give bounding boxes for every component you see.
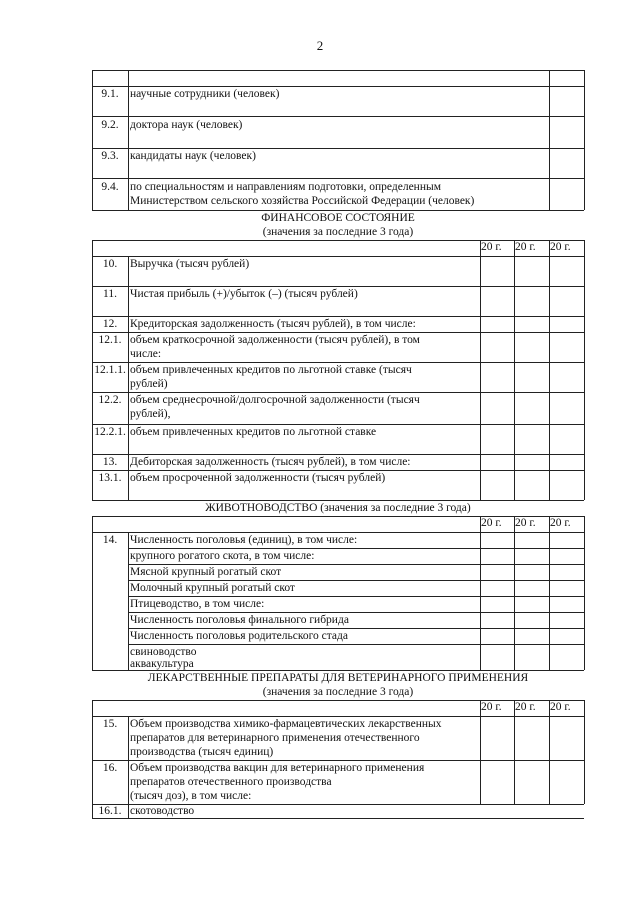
row-label: (тысяч доз), в том числе: (130, 790, 252, 802)
row-number: 9.1. (101, 88, 119, 100)
year-header: 20 г. (550, 701, 571, 713)
row-label: рублей) (130, 378, 168, 390)
year-header: 20 г. (550, 517, 571, 529)
year-header: 20 г. (481, 701, 502, 713)
row-number: 12.2. (98, 394, 122, 406)
row-label: объем среднесрочной/долгосрочной задолженности (тысяч (130, 394, 420, 406)
row-label: объем привлеченных кредитов по льготной ставке (тысяч (130, 364, 412, 376)
row-number: 13. (102, 456, 118, 468)
section-title: ЛЕКАРСТВЕННЫЕ ПРЕПАРАТЫ ДЛЯ ВЕТЕРИНАРНОГО ПРИМЕНЕНИЯ (147, 672, 529, 684)
row-number: 11. (103, 288, 117, 300)
row-number: 12.1. (98, 334, 122, 346)
row-label: Мясной крупный рогатый скот (130, 566, 282, 578)
row-label: объем просроченной задолженности (тысяч рублей) (130, 472, 386, 484)
page-number: 2 (316, 38, 324, 53)
row-label: научные сотрудники (человек) (130, 88, 280, 100)
row-number: 9.4. (101, 181, 119, 193)
row-label: Объем производства вакцин для ветеринарного применения (130, 762, 425, 774)
row-label: скотоводство (130, 805, 195, 817)
row-number: 12. (102, 318, 118, 330)
row-number: 14. (102, 534, 118, 546)
row-label: Дебиторская задолженность (тысяч рублей), в том числе: (130, 456, 411, 468)
row-label: свиноводство (130, 646, 197, 658)
row-number: 12.2.1. (94, 426, 126, 438)
report-table (92, 70, 584, 820)
row-label: Выручка (тысяч рублей) (130, 258, 250, 270)
row-label: доктора наук (человек) (130, 119, 243, 131)
row-label: аквакультура (130, 658, 194, 670)
row-label: объем краткосрочной задолженности (тысяч рублей), в том (130, 334, 420, 346)
row-number: 10. (102, 258, 118, 270)
section-subtitle: (значения за последние 3 года) (262, 226, 414, 238)
row-label: объем привлеченных кредитов по льготной ставке (130, 426, 377, 438)
row-label: Кредиторская задолженность (тысяч рублей), в том числе: (130, 318, 416, 330)
row-number: 12.1.1. (94, 364, 126, 376)
year-header: 20 г. (515, 241, 536, 253)
row-label: кандидаты наук (человек) (130, 150, 256, 162)
row-number: 15. (102, 718, 118, 730)
year-header: 20 г. (515, 517, 536, 529)
row-label: крупного рогатого скота, в том числе: (130, 550, 315, 562)
section-title: ЖИВОТНОВОДСТВО (значения за последние 3 года) (205, 502, 471, 514)
year-header: 20 г. (515, 701, 536, 713)
row-label: Численность поголовья финального гибрида (130, 614, 349, 626)
row-label: Молочный крупный рогатый скот (130, 582, 295, 594)
row-label: Численность поголовья родительского стада (130, 630, 348, 642)
year-header: 20 г. (481, 517, 502, 529)
row-number: 9.3. (101, 150, 119, 162)
year-header: 20 г. (481, 241, 502, 253)
row-label: препаратов отечественного производства (130, 776, 332, 788)
row-number: 9.2. (101, 119, 119, 131)
row-number: 13.1. (98, 472, 122, 484)
row-number: 16. (102, 762, 118, 774)
row-label: препаратов для ветеринарного применения отечественного (130, 732, 420, 744)
row-label: Численность поголовья (единиц), в том числе: (130, 534, 358, 546)
row-label: Министерством сельского хозяйства Российской Федерации (человек) (130, 195, 475, 207)
row-number: 16.1. (98, 805, 122, 817)
row-label: числе: (130, 348, 162, 360)
row-label: Объем производства химико-фармацевтических лекарственных (130, 718, 442, 730)
row-label: рублей), (130, 408, 171, 420)
section-subtitle: (значения за последние 3 года) (262, 686, 414, 698)
row-label: Чистая прибыль (+)/убыток (–) (тысяч рублей) (130, 288, 358, 300)
section-title: ФИНАНСОВОЕ СОСТОЯНИЕ (261, 212, 415, 224)
row-label: производства (тысяч единиц) (130, 746, 274, 758)
row-label: по специальностям и направлениям подготовки, определенным (130, 181, 441, 193)
year-header: 20 г. (550, 241, 571, 253)
row-label: Птицеводство, в том числе: (130, 598, 265, 610)
